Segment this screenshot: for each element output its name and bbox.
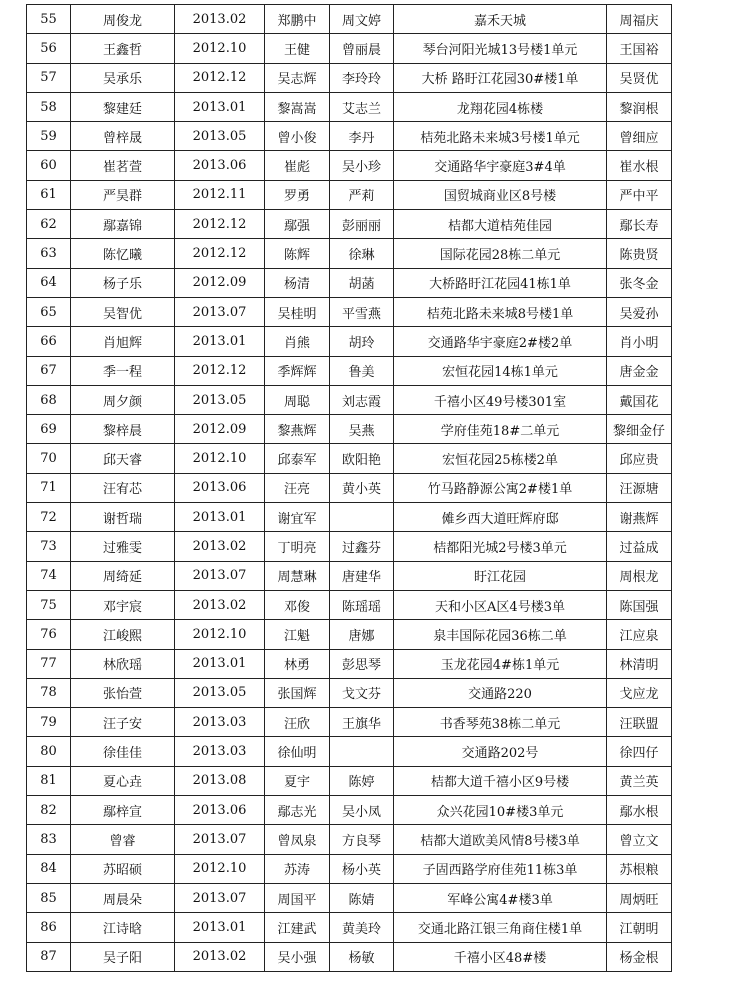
cell-guardian: 谢燕辉 [607,503,672,532]
cell-no: 86 [27,913,71,942]
cell-date: 2013.07 [175,297,265,326]
cell-mother: 陈瑶瑶 [330,590,394,619]
cell-guardian: 戴国花 [607,385,672,414]
cell-student: 夏心垚 [71,766,175,795]
cell-father: 王健 [265,34,330,63]
table-row [27,63,672,92]
cell-guardian: 吴爱孙 [607,297,672,326]
cell-no: 87 [27,942,71,971]
cell-mother: 吴燕 [330,415,394,444]
cell-father: 林勇 [265,649,330,678]
cell-date: 2012.11 [175,180,265,209]
cell-mother: 陈婷 [330,766,394,795]
cell-date: 2013.07 [175,561,265,590]
cell-no: 85 [27,883,71,912]
cell-address: 军峰公寓4#楼3单 [394,883,607,912]
cell-father: 鄢强 [265,210,330,239]
cell-father: 张国辉 [265,678,330,707]
cell-student: 王鑫哲 [71,34,175,63]
cell-no: 76 [27,620,71,649]
cell-father: 徐仙明 [265,737,330,766]
cell-no: 78 [27,678,71,707]
cell-student: 吴智优 [71,297,175,326]
cell-guardian: 王国裕 [607,34,672,63]
table-row [27,649,672,678]
cell-date: 2013.02 [175,5,265,34]
cell-address: 宏恒花园25栋楼2单 [394,444,607,473]
cell-student: 鄢嘉锦 [71,210,175,239]
table-row [27,503,672,532]
cell-date: 2013.02 [175,590,265,619]
cell-date: 2013.03 [175,737,265,766]
cell-father: 吴志辉 [265,63,330,92]
cell-no: 83 [27,825,71,854]
cell-guardian: 江朝明 [607,913,672,942]
cell-date: 2013.02 [175,942,265,971]
cell-no: 69 [27,415,71,444]
cell-address: 千禧小区48#楼 [394,942,607,971]
cell-address: 泉丰国际花园36栋二单 [394,620,607,649]
table-row [27,708,672,737]
cell-address: 天和小区A区4号楼3单 [394,590,607,619]
table-row [27,561,672,590]
cell-student: 苏昭硕 [71,854,175,883]
cell-guardian: 崔水根 [607,151,672,180]
cell-date: 2013.01 [175,913,265,942]
cell-mother: 杨小英 [330,854,394,883]
cell-student: 汪子安 [71,708,175,737]
cell-mother: 黄美玲 [330,913,394,942]
table-row [27,34,672,63]
table-row [27,883,672,912]
table-row [27,678,672,707]
cell-address: 桔都大道桔苑佳园 [394,210,607,239]
cell-address: 交通路华宇豪庭2#楼2单 [394,327,607,356]
table-row [27,297,672,326]
cell-address: 大桥路盱江花园41栋1单 [394,268,607,297]
cell-no: 64 [27,268,71,297]
cell-guardian: 严中平 [607,180,672,209]
cell-mother: 平雪燕 [330,297,394,326]
table-row [27,825,672,854]
table-row [27,473,672,502]
cell-date: 2013.01 [175,327,265,356]
cell-no: 71 [27,473,71,502]
cell-mother: 戈文芬 [330,678,394,707]
cell-father: 曾小俊 [265,122,330,151]
cell-student: 过雅雯 [71,532,175,561]
cell-no: 81 [27,766,71,795]
cell-date: 2012.12 [175,356,265,385]
cell-father: 陈辉 [265,239,330,268]
cell-no: 77 [27,649,71,678]
table-row [27,444,672,473]
cell-address: 傩乡西大道旺辉府邸 [394,503,607,532]
cell-student: 周俊龙 [71,5,175,34]
cell-father: 苏涛 [265,854,330,883]
cell-no: 60 [27,151,71,180]
cell-date: 2013.07 [175,825,265,854]
cell-guardian: 周炳旺 [607,883,672,912]
table-row [27,92,672,121]
cell-address: 竹马路静源公寓2#楼1单 [394,473,607,502]
cell-no: 57 [27,63,71,92]
cell-student: 鄢梓宣 [71,796,175,825]
cell-address: 桔苑北路未来城3号楼1单元 [394,122,607,151]
table-row [27,385,672,414]
cell-no: 55 [27,5,71,34]
cell-address: 宏恒花园14栋1单元 [394,356,607,385]
cell-date: 2013.08 [175,766,265,795]
table-row [27,913,672,942]
table-row [27,532,672,561]
table-row [27,942,672,971]
cell-student: 杨子乐 [71,268,175,297]
cell-address: 龙翔花园4栋楼 [394,92,607,121]
cell-date: 2013.06 [175,473,265,502]
cell-address: 桔苑北路未来城8号楼1单 [394,297,607,326]
cell-father: 肖熊 [265,327,330,356]
table-row [27,180,672,209]
cell-address: 大桥 路盱江花园30#楼1单 [394,63,607,92]
cell-address: 交通路202号 [394,737,607,766]
cell-no: 58 [27,92,71,121]
cell-address: 琴台河阳光城13号楼1单元 [394,34,607,63]
cell-mother: 陈婧 [330,883,394,912]
cell-guardian: 肖小明 [607,327,672,356]
cell-student: 谢哲瑞 [71,503,175,532]
cell-no: 62 [27,210,71,239]
cell-student: 崔茗萱 [71,151,175,180]
cell-student: 周绮延 [71,561,175,590]
cell-date: 2013.07 [175,883,265,912]
cell-guardian: 曾细应 [607,122,672,151]
cell-date: 2012.10 [175,854,265,883]
cell-address: 桔都大道千禧小区9号楼 [394,766,607,795]
table-row [27,5,672,34]
cell-date: 2012.10 [175,620,265,649]
cell-guardian: 江应泉 [607,620,672,649]
cell-mother: 吴小珍 [330,151,394,180]
cell-guardian: 吴贤优 [607,63,672,92]
cell-student: 曾睿 [71,825,175,854]
cell-no: 56 [27,34,71,63]
cell-mother: 唐建华 [330,561,394,590]
roster-body [27,5,672,972]
table-row [27,620,672,649]
cell-father: 郑鹏中 [265,5,330,34]
cell-guardian: 唐金金 [607,356,672,385]
cell-guardian: 曾立文 [607,825,672,854]
cell-address: 盱江花园 [394,561,607,590]
cell-mother: 方良琴 [330,825,394,854]
cell-mother [330,737,394,766]
cell-student: 江峻熙 [71,620,175,649]
cell-student: 肖旭辉 [71,327,175,356]
cell-student: 江诗晗 [71,913,175,942]
cell-date: 2013.03 [175,708,265,737]
cell-father: 鄢志光 [265,796,330,825]
cell-mother: 过鑫芬 [330,532,394,561]
cell-date: 2013.01 [175,649,265,678]
cell-address: 众兴花园10#楼3单元 [394,796,607,825]
cell-no: 73 [27,532,71,561]
cell-guardian: 徐四仔 [607,737,672,766]
cell-mother: 黄小英 [330,473,394,502]
cell-date: 2013.05 [175,385,265,414]
cell-father: 季辉辉 [265,356,330,385]
cell-mother: 杨敏 [330,942,394,971]
table-row [27,210,672,239]
cell-father: 邓俊 [265,590,330,619]
cell-student: 曾梓晟 [71,122,175,151]
table-row [27,854,672,883]
cell-date: 2012.12 [175,239,265,268]
table-row [27,356,672,385]
cell-no: 82 [27,796,71,825]
cell-address: 国际花园28栋二单元 [394,239,607,268]
cell-guardian: 杨金根 [607,942,672,971]
cell-address: 玉龙花园4#栋1单元 [394,649,607,678]
cell-mother: 胡玲 [330,327,394,356]
cell-student: 陈忆曦 [71,239,175,268]
cell-guardian: 过益成 [607,532,672,561]
cell-father: 黎嵩嵩 [265,92,330,121]
cell-no: 68 [27,385,71,414]
cell-student: 吴子阳 [71,942,175,971]
cell-father: 江建武 [265,913,330,942]
cell-no: 59 [27,122,71,151]
cell-mother [330,503,394,532]
cell-mother: 艾志兰 [330,92,394,121]
cell-guardian: 林清明 [607,649,672,678]
cell-mother: 彭丽丽 [330,210,394,239]
cell-date: 2012.09 [175,415,265,444]
cell-father: 周聪 [265,385,330,414]
table-row [27,737,672,766]
table-row [27,590,672,619]
cell-no: 80 [27,737,71,766]
cell-no: 72 [27,503,71,532]
cell-father: 吴小强 [265,942,330,971]
cell-guardian: 汪源塘 [607,473,672,502]
cell-address: 书香琴苑38栋二单元 [394,708,607,737]
cell-father: 汪欣 [265,708,330,737]
cell-address: 嘉禾天城 [394,5,607,34]
cell-father: 周慧琳 [265,561,330,590]
cell-no: 74 [27,561,71,590]
cell-student: 严昊群 [71,180,175,209]
cell-father: 江魁 [265,620,330,649]
cell-student: 邱天睿 [71,444,175,473]
cell-date: 2012.09 [175,268,265,297]
cell-guardian: 张冬金 [607,268,672,297]
cell-father: 丁明亮 [265,532,330,561]
cell-guardian: 邱应贵 [607,444,672,473]
table-row [27,796,672,825]
table-row [27,268,672,297]
cell-student: 黎建廷 [71,92,175,121]
cell-no: 61 [27,180,71,209]
cell-mother: 唐娜 [330,620,394,649]
cell-address: 桔都大道欧美风情8号楼3单 [394,825,607,854]
table-row [27,239,672,268]
cell-student: 邓宇宸 [71,590,175,619]
cell-guardian: 苏根粮 [607,854,672,883]
cell-no: 67 [27,356,71,385]
cell-mother: 彭思琴 [330,649,394,678]
cell-mother: 严莉 [330,180,394,209]
cell-father: 罗勇 [265,180,330,209]
cell-father: 杨清 [265,268,330,297]
cell-address: 交通路华宇豪庭3#4单 [394,151,607,180]
cell-no: 65 [27,297,71,326]
cell-student: 周夕颜 [71,385,175,414]
cell-date: 2012.12 [175,63,265,92]
cell-student: 黎梓晨 [71,415,175,444]
cell-guardian: 汪联盟 [607,708,672,737]
cell-address: 桔都阳光城2号楼3单元 [394,532,607,561]
cell-guardian: 黎细金仔 [607,415,672,444]
cell-student: 吴承乐 [71,63,175,92]
cell-mother: 胡菡 [330,268,394,297]
cell-father: 黎燕辉 [265,415,330,444]
cell-address: 交通路220 [394,678,607,707]
cell-no: 75 [27,590,71,619]
cell-date: 2013.06 [175,796,265,825]
cell-address: 千禧小区49号楼301室 [394,385,607,414]
student-roster-table [26,4,672,972]
cell-mother: 周文婷 [330,5,394,34]
cell-mother: 吴小凤 [330,796,394,825]
cell-guardian: 鄢长寿 [607,210,672,239]
cell-date: 2012.12 [175,210,265,239]
table-row [27,151,672,180]
cell-mother: 李玲玲 [330,63,394,92]
cell-date: 2013.01 [175,92,265,121]
table-row [27,766,672,795]
cell-student: 张怡萱 [71,678,175,707]
cell-student: 徐佳佳 [71,737,175,766]
cell-no: 70 [27,444,71,473]
cell-address: 学府佳苑18#二单元 [394,415,607,444]
cell-student: 汪宥芯 [71,473,175,502]
cell-guardian: 鄢水根 [607,796,672,825]
cell-father: 曾凤泉 [265,825,330,854]
cell-father: 邱泰军 [265,444,330,473]
cell-father: 汪亮 [265,473,330,502]
cell-father: 谢宜军 [265,503,330,532]
cell-mother: 李丹 [330,122,394,151]
table-row [27,327,672,356]
cell-date: 2012.10 [175,444,265,473]
cell-mother: 曾丽晨 [330,34,394,63]
cell-no: 63 [27,239,71,268]
table-row [27,122,672,151]
cell-student: 季一程 [71,356,175,385]
cell-mother: 欧阳艳 [330,444,394,473]
cell-date: 2013.01 [175,503,265,532]
cell-guardian: 陈贵贤 [607,239,672,268]
cell-mother: 刘志霞 [330,385,394,414]
cell-date: 2013.02 [175,532,265,561]
cell-father: 夏宇 [265,766,330,795]
cell-student: 周晨朵 [71,883,175,912]
cell-mother: 王旗华 [330,708,394,737]
cell-date: 2013.05 [175,678,265,707]
cell-mother: 鲁美 [330,356,394,385]
cell-date: 2012.10 [175,34,265,63]
cell-no: 79 [27,708,71,737]
cell-student: 林欣瑶 [71,649,175,678]
cell-date: 2013.05 [175,122,265,151]
cell-father: 吴桂明 [265,297,330,326]
cell-no: 84 [27,854,71,883]
cell-guardian: 陈国强 [607,590,672,619]
cell-address: 国贸城商业区8号楼 [394,180,607,209]
cell-mother: 徐琳 [330,239,394,268]
cell-date: 2013.06 [175,151,265,180]
cell-guardian: 黄兰英 [607,766,672,795]
cell-father: 周国平 [265,883,330,912]
cell-guardian: 戈应龙 [607,678,672,707]
cell-father: 崔彪 [265,151,330,180]
table-row [27,415,672,444]
cell-address: 交通北路江银三角商住楼1单 [394,913,607,942]
cell-guardian: 周根龙 [607,561,672,590]
cell-guardian: 周福庆 [607,5,672,34]
cell-no: 66 [27,327,71,356]
cell-address: 子固西路学府佳苑11栋3单 [394,854,607,883]
cell-guardian: 黎润根 [607,92,672,121]
